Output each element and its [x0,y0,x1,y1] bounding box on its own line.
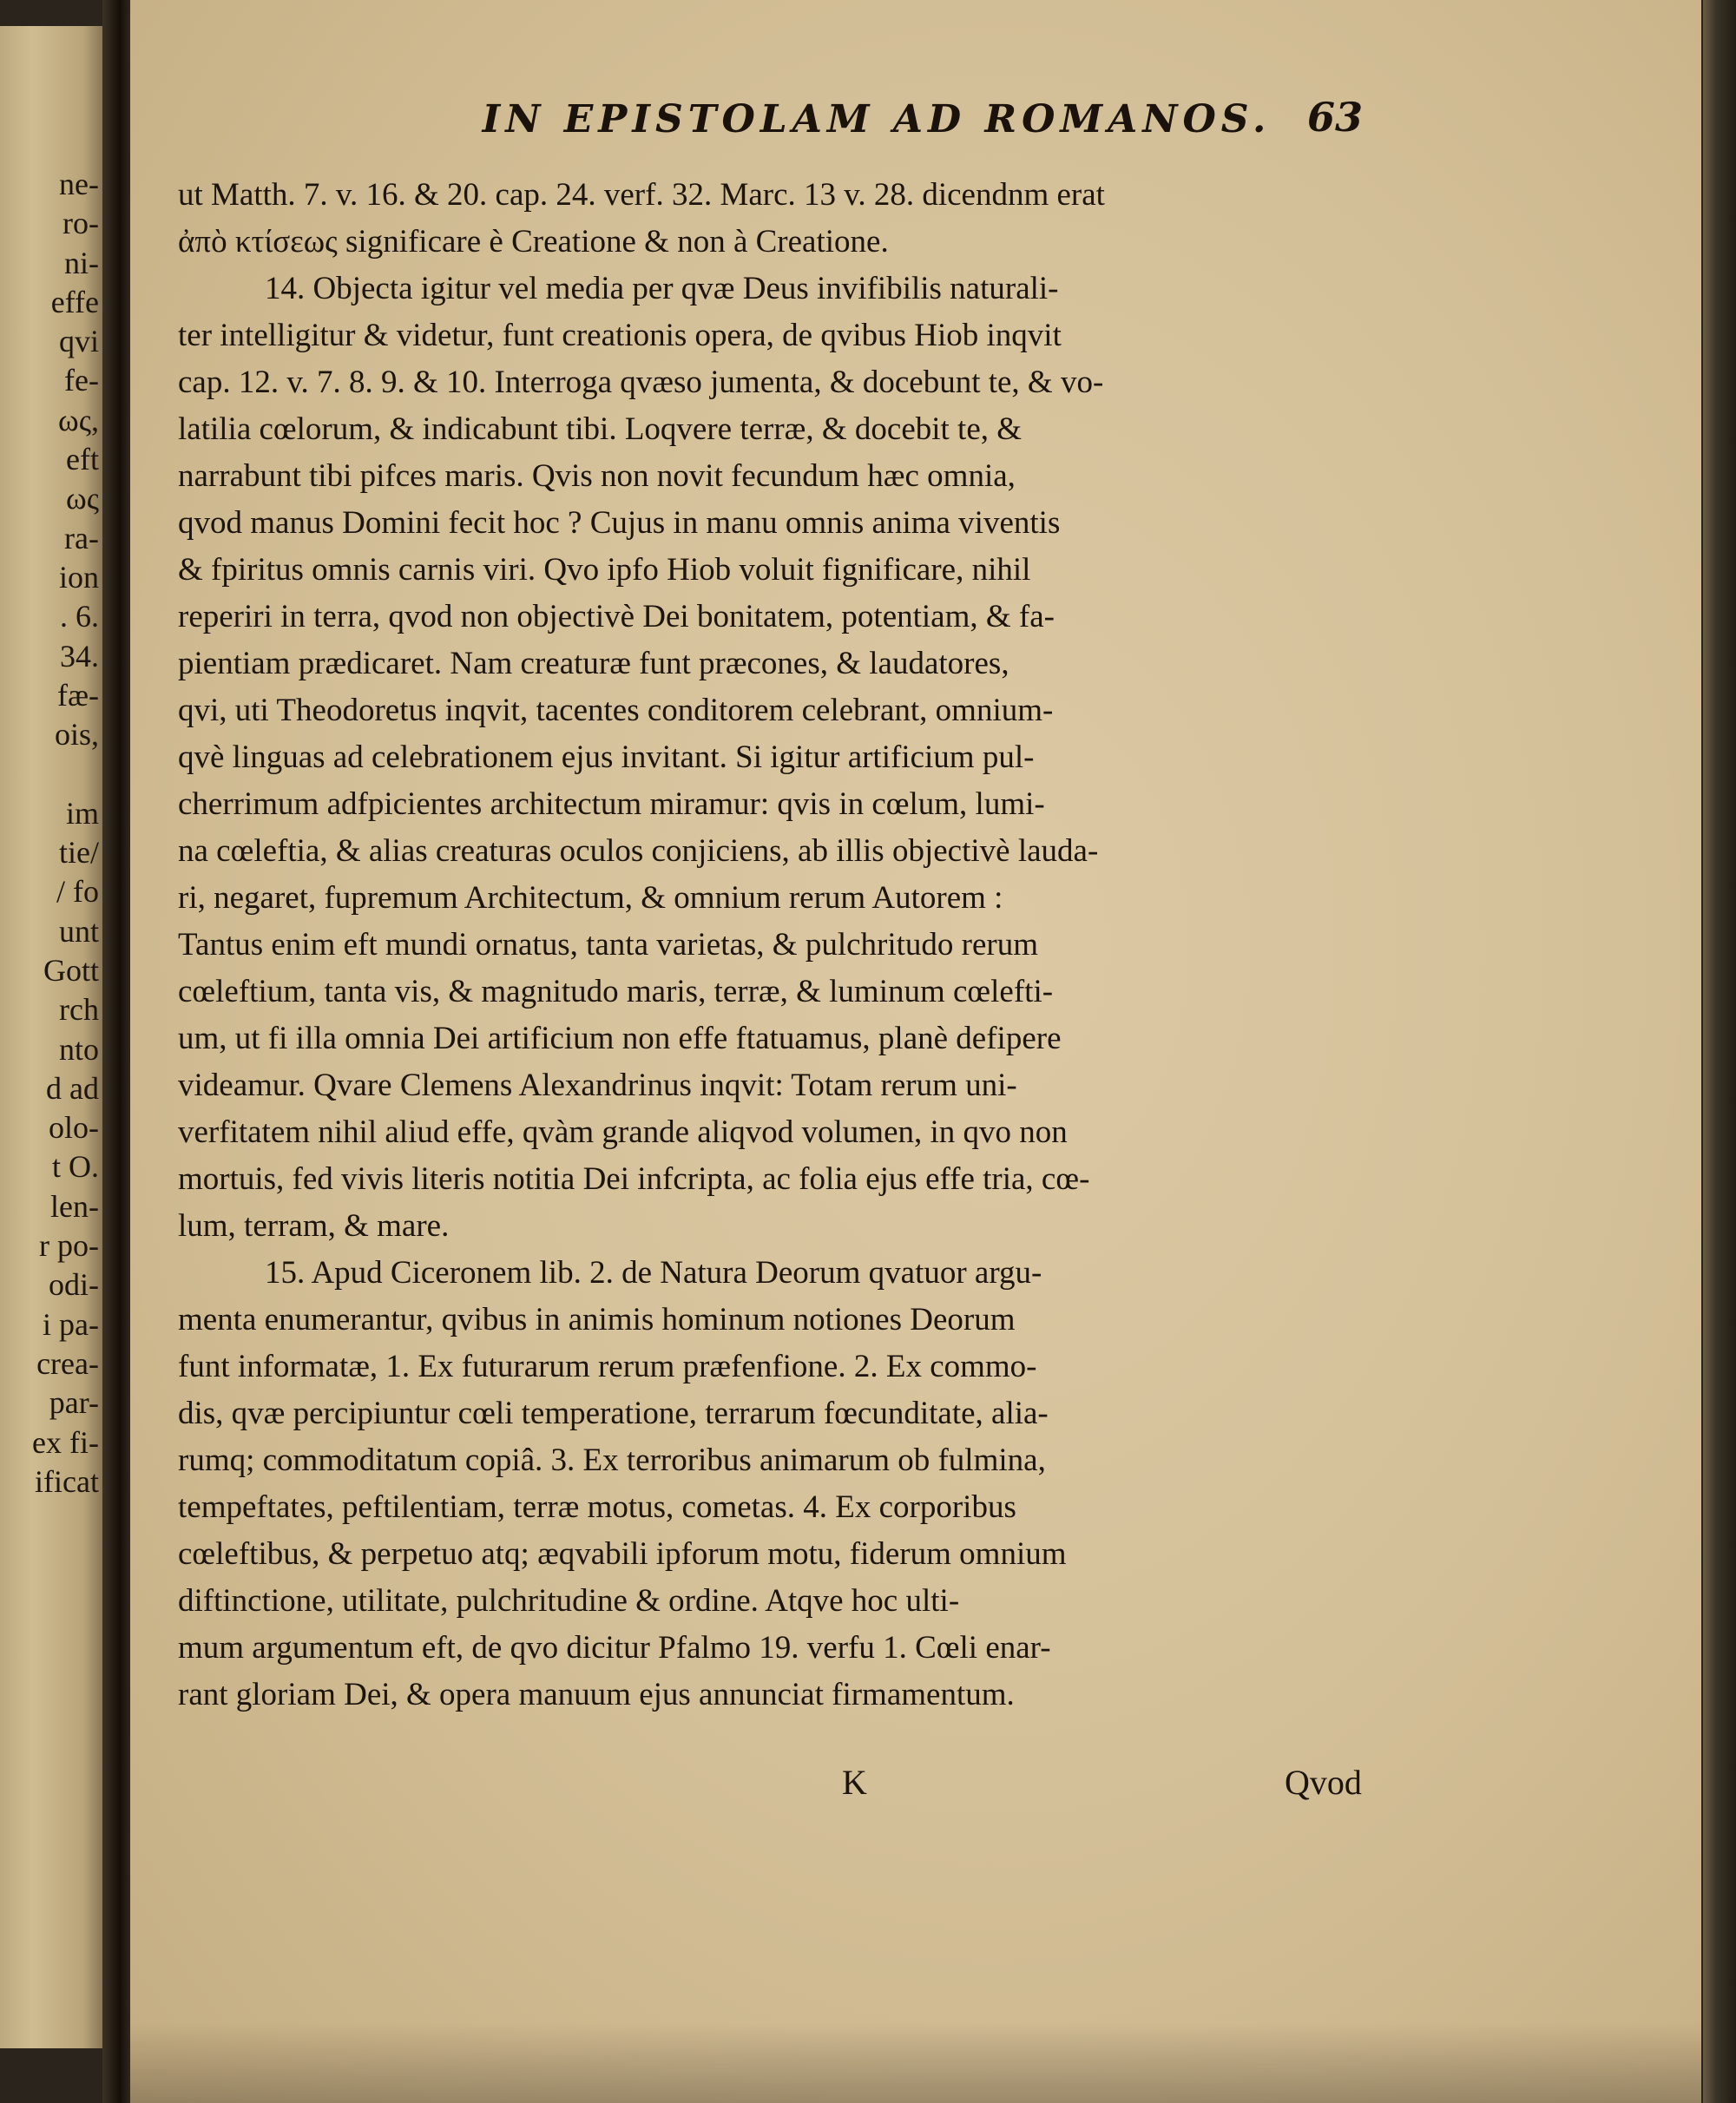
left-page-fragment: ne- [59,167,99,201]
left-page-fragment: par- [49,1385,99,1421]
left-page-fragment: ro- [62,206,99,241]
catchword: Qvod [1285,1763,1362,1802]
left-page-fragment: 34. [60,638,99,674]
text-line: qvod manus Domini fecit hoc ? Cujus in manu omnis anima viventis [178,505,1061,541]
text-line: & fpiritus omnis carnis viri. Qvo ipfo Hiob voluit fignificare, nihil [178,552,1031,588]
text-line: 15. Apud Ciceronem lib. 2. de Natura Deorum qvatuor argu- [265,1255,1042,1291]
body-text [178,172,1363,1719]
left-page-fragments [3,165,99,1502]
left-page-fragment: unt [58,913,99,949]
left-page-fragment: d ad [46,1070,99,1106]
left-page-fragment: effe [50,284,99,319]
left-page-fragment: eft [66,442,99,477]
text-line: 14. Objecta igitur vel media per qvæ Deus invifibilis naturali- [265,271,1059,306]
left-page-fragment: odi- [49,1267,99,1303]
left-page-fragment: Gott [43,952,99,988]
left-page-fragment: ion [58,559,99,595]
left-page-fragment: ex fi- [32,1424,99,1460]
left-page-fragment: fæ- [57,677,99,713]
text-line: cœleftium, tanta vis, & magnitudo maris, terræ, & luminum cœlefti- [178,974,1054,1009]
left-page-fragment: ois, [54,717,99,752]
left-page-fragment: . 6. [60,599,99,634]
text-line: ri, negaret, fupremum Architectum, & omnium rerum Autorem : [178,880,1003,916]
text-line: dis, qvæ percipiuntur cœli temperatione, terrarum fœcunditate, alia- [178,1396,1049,1431]
text-line: pientiam prædicaret. Nam creaturæ funt præcones, & laudatores, [178,646,1009,681]
left-page-fragment: t O. [52,1149,99,1185]
bottom-shadow [130,2022,1701,2103]
text-line: verfitatem nihil aliud effe, qvàm grande aliqvod volumen, in qvo non [178,1114,1068,1150]
text-line: cap. 12. v. 7. 8. 9. & 10. Interroga qvæso jumenta, & docebunt te, & vo- [178,365,1104,400]
left-page-fragment [3,754,99,793]
left-page-fragment: qvi [58,324,99,359]
left-page [0,26,113,2048]
text-line: diftinctione, utilitate, pulchritudine & ordine. Atqve hoc ulti- [178,1583,960,1619]
text-line: ter intelligitur & videtur, funt creationis opera, de qvibus Hiob inqvit [178,318,1062,353]
left-page-fragment: olo- [49,1110,99,1146]
text-line: mum argumentum eft, de qvo dicitur Pfalmo 19. verfu 1. Cœli enar- [178,1630,1051,1666]
left-page-fragment: ως, [58,402,99,437]
left-page-fragment: im [65,795,99,831]
text-line: latilia cœlorum, & indicabunt tibi. Loqvere terræ, & docebit te, & [178,411,1023,447]
text-line: ἀπὸ κτίσεως significare è Creatione & non à Creatione. [178,224,889,260]
text-line: rumq; commoditatum copiâ. 3. Ex terroribus animarum ob fulmina, [178,1443,1046,1478]
left-page-fragment: fe- [64,363,99,398]
text-line: narrabunt tibi pifces maris. Qvis non novit fecundum hæc omnia, [178,458,1016,494]
left-page-fragment: i pa- [43,1306,99,1342]
text-line: ut Matth. 7. v. 16. & 20. cap. 24. verf. 32. Marc. 13 v. 28. dicendnm erat [178,177,1105,213]
running-header: IN EPISTOLAM AD ROMANOS. [482,97,1272,141]
page-edge [1703,0,1736,2103]
left-page-fragment: rch [59,992,99,1028]
signature-mark: K [842,1763,867,1802]
left-page-fragment: crea- [36,1345,99,1381]
text-line: mortuis, fed vivis literis notitia Dei infcripta, ac folia ejus effe tria, cœ- [178,1161,1090,1197]
text-line: reperiri in terra, qvod non objectivè Dei bonitatem, potentiam, & fa- [178,599,1055,634]
text-line: lum, terram, & mare. [178,1208,450,1244]
text-line: cœleftibus, & perpetuo atq; æqvabili ipforum motu, fiderum omnium [178,1536,1067,1572]
text-line: cherrimum adfpicientes architectum miramur: qvis in cœlum, lumi- [178,786,1045,822]
text-line: rant gloriam Dei, & opera manuum ejus annunciat firmamentum. [178,1677,1015,1712]
text-line: videamur. Qvare Clemens Alexandrinus inqvit: Totam rerum uni- [178,1068,1017,1103]
text-line: na cœleftia, & alias creaturas oculos conjiciens, ab illis objectivè lauda- [178,833,1099,869]
page-number: 63 [1306,94,1363,141]
left-page-fragment: ως [66,481,99,516]
text-line: Tantus enim eft mundi ornatus, tanta varietas, & pulchritudo rerum [178,927,1039,963]
text-line: tempeftates, peftilentiam, terræ motus, cometas. 4. Ex corporibus [178,1489,1016,1525]
text-line: qvè linguas ad celebrationem ejus invitant. Si igitur artificium pul- [178,739,1035,775]
text-line: funt informatæ, 1. Ex futurarum rerum præfenfione. 2. Ex commo- [178,1349,1037,1384]
text-line: um, ut fi illa omnia Dei artificium non effe ftatuamus, planè defipere [178,1021,1062,1056]
left-page-fragment: tie/ [59,835,99,871]
left-page-fragment: ni- [64,245,99,280]
left-page-fragment: / fo [56,874,99,910]
left-page-fragment: ificat [35,1463,99,1499]
left-page-fragment: len- [50,1188,99,1224]
text-line: menta enumerantur, qvibus in animis hominum notiones Deorum [178,1302,1016,1337]
text-line: qvi, uti Theodoretus inqvit, tacentes conditorem celebrant, omnium- [178,693,1054,728]
left-page-fragment: nto [58,1031,99,1067]
left-page-fragment: ra- [64,520,99,555]
left-page-fragment: r po- [39,1228,99,1264]
